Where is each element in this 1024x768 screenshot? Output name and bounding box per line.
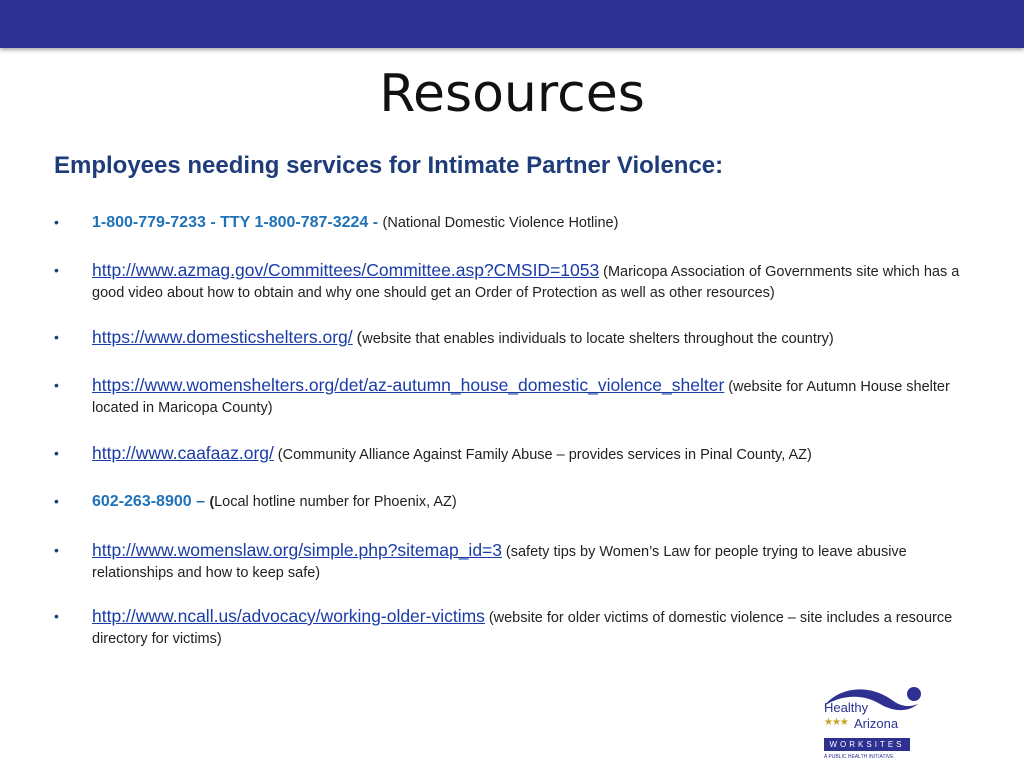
azmag-link[interactable]: http://www.azmag.gov/Committees/Committee.asp?CMSID=1053 <box>92 260 600 280</box>
bullet: • <box>54 329 59 345</box>
healthy-arizona-logo <box>820 684 932 764</box>
bullet: • <box>54 214 59 230</box>
bullet: • <box>54 542 59 558</box>
womenshelters-link[interactable]: https://www.womenshelters.org/det/az-autumn_house_domestic_violence_shelter <box>92 375 725 395</box>
hotline-phone: 1-800-779-7233 - TTY 1-800-787-3224 - <box>92 214 383 231</box>
section-subtitle: Employees needing services for Intimate Partner Violence: <box>54 152 724 179</box>
womenslaw-link[interactable]: http://www.womenslaw.org/simple.php?sitemap_id=3 <box>92 540 503 560</box>
logo-text-arizona: Arizona <box>854 716 899 731</box>
bullet: • <box>54 377 59 393</box>
item-description: website that enables individuals to locate shelters throughout the country) <box>362 331 834 347</box>
item-description: (Maricopa Association of Governments site which has a good video about how to obtain and why one should get an Order of Protection as well as other resources) <box>92 264 960 301</box>
ncall-link[interactable]: http://www.ncall.us/advocacy/working-older-victims <box>92 606 485 626</box>
phoenix-hotline-phone: 602-263-8900 – <box>92 493 210 510</box>
item-description: Local hotline number for Phoenix, AZ) <box>214 494 457 510</box>
top-banner <box>0 0 1024 48</box>
bullet: • <box>54 608 59 624</box>
item-description: (website for older victims of domestic violence – site includes a resource directory for victims) <box>92 610 953 647</box>
item-description: (Community Alliance Against Family Abuse – provides services in Pinal County, AZ) <box>277 447 812 463</box>
item-description: (website for Autumn House shelter located in Maricopa County) <box>92 379 950 416</box>
logo-text-healthy: Healthy <box>824 700 869 715</box>
bullet: • <box>54 493 59 509</box>
caafaaz-link[interactable]: http://www.caafaaz.org/ <box>92 443 274 463</box>
item-description: (safety tips by Women’s Law for people trying to leave abusive relationships and how to keep safe) <box>92 544 907 581</box>
logo-tagline: A PUBLIC HEALTH INITIATIVE <box>824 754 894 760</box>
bullet: • <box>54 445 59 461</box>
item-description: (National Domestic Violence Hotline) <box>382 215 619 231</box>
page-title: Resources <box>379 64 645 124</box>
domesticshelters-link[interactable]: https://www.domesticshelters.org/ <box>92 327 353 347</box>
open-paren: ( <box>209 493 215 509</box>
star-icon: ★★★ <box>824 717 848 728</box>
logo-band: WORKSITES <box>824 738 910 751</box>
bullet: • <box>54 262 59 278</box>
open-paren: ( <box>356 328 363 347</box>
